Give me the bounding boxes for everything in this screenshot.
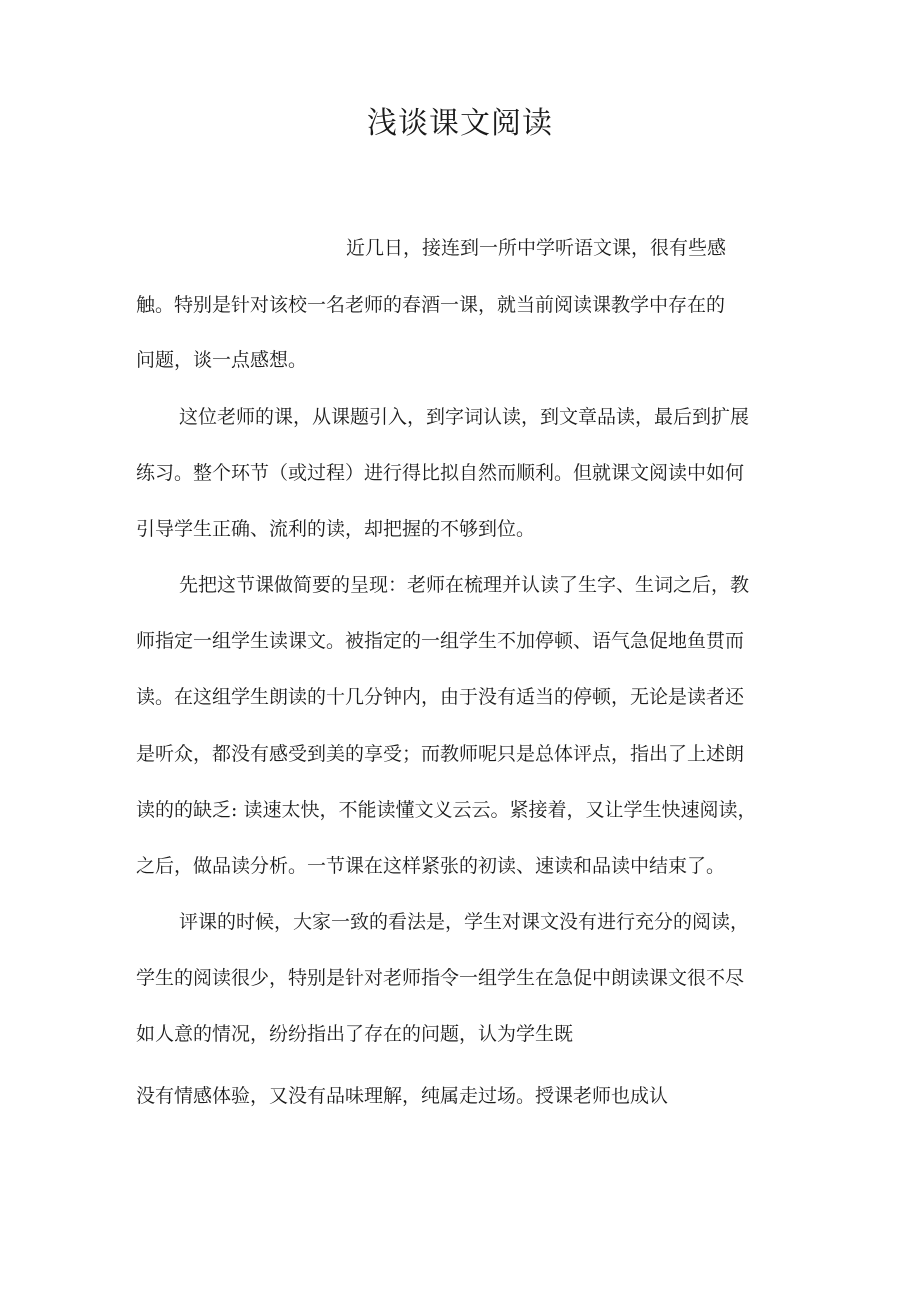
text-line: 之后，做品读分析。一节课在这样紧张的初读、速读和品读中结束了。 — [136, 855, 726, 877]
text-line: 是听众，都没有感受到美的享受；而教师呢只是总体评点，指出了上述朗 — [136, 743, 745, 765]
text-line: 近几日，接连到一所中学听语文课，很有些感 — [346, 237, 727, 259]
text-line: 触。特别是针对该校一名老师的春酒一课，就当前阅读课教学中存在的 — [136, 294, 726, 316]
text-line: 没有情感体验，又没有品味理解，纯属走过场。授课老师也成认 — [136, 1085, 669, 1107]
text-line: 师指定一组学生读课文。被指定的一组学生不加停顿、语气急促地鱼贯而 — [136, 630, 745, 652]
text-line: 问题，谈一点感想。 — [136, 349, 308, 371]
text-line: 学生的阅读很少，特别是针对老师指令一组学生在急促中朗读课文很不尽 — [136, 967, 745, 989]
text-line: 读的的缺乏: 读速太快，不能读懂文义云云。紧接着，又让学生快速阅读， — [136, 799, 757, 821]
text-line: 这位老师的课，从课题引入，到字词认读，到文章品读，最后到扩展 — [179, 406, 750, 428]
text-line: 先把这节课做简要的呈现：老师在梳理并认读了生字、生词之后，教 — [179, 574, 750, 596]
text-line: 如人意的情况，纷纷指出了存在的问题，认为学生既 — [136, 1023, 574, 1045]
text-line: 读。在这组学生朗读的十几分钟内，由于没有适当的停顿，无论是读者还 — [136, 686, 745, 708]
text-line: 练习。整个环节（或过程）进行得比拟自然而顺利。但就课文阅读中如何 — [136, 462, 745, 484]
text-line: 评课的时候，大家一致的看法是，学生对课文没有进行充分的阅读， — [179, 911, 750, 933]
document-title: 浅谈课文阅读 — [367, 106, 553, 141]
text-line: 引导学生正确、流利的读，却把握的不够到位。 — [136, 518, 536, 540]
